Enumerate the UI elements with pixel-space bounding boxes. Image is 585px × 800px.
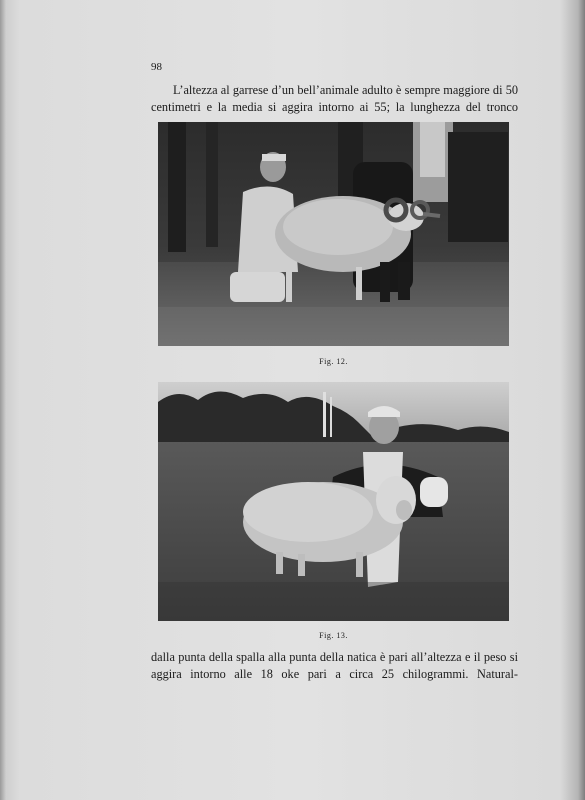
- paragraph-top: [151, 82, 518, 116]
- ram-photo-illustration: [158, 122, 509, 346]
- paragraph-bottom-text: dalla punta della spalla alla punta della natica è pari all’altezza e il peso si aggira intorno alle 18 oke pari a circa 25 chilogrammi. Natural-: [151, 650, 518, 681]
- figure-12-caption: Fig. 12.: [319, 357, 348, 366]
- figure-13-caption: Fig. 13.: [319, 631, 348, 640]
- paragraph-bottom: [151, 649, 518, 683]
- page-number: 98: [151, 61, 162, 73]
- figure-12-photo: [158, 122, 509, 346]
- figure-13-photo: [158, 382, 509, 621]
- paragraph-top-text: L’altezza al garrese d’un bell’animale adulto è sempre maggiore di 50 centimetri e la media si aggira intorno ai 55; la lunghezza del tronco: [151, 83, 518, 114]
- sheep-photo-illustration: [158, 382, 509, 621]
